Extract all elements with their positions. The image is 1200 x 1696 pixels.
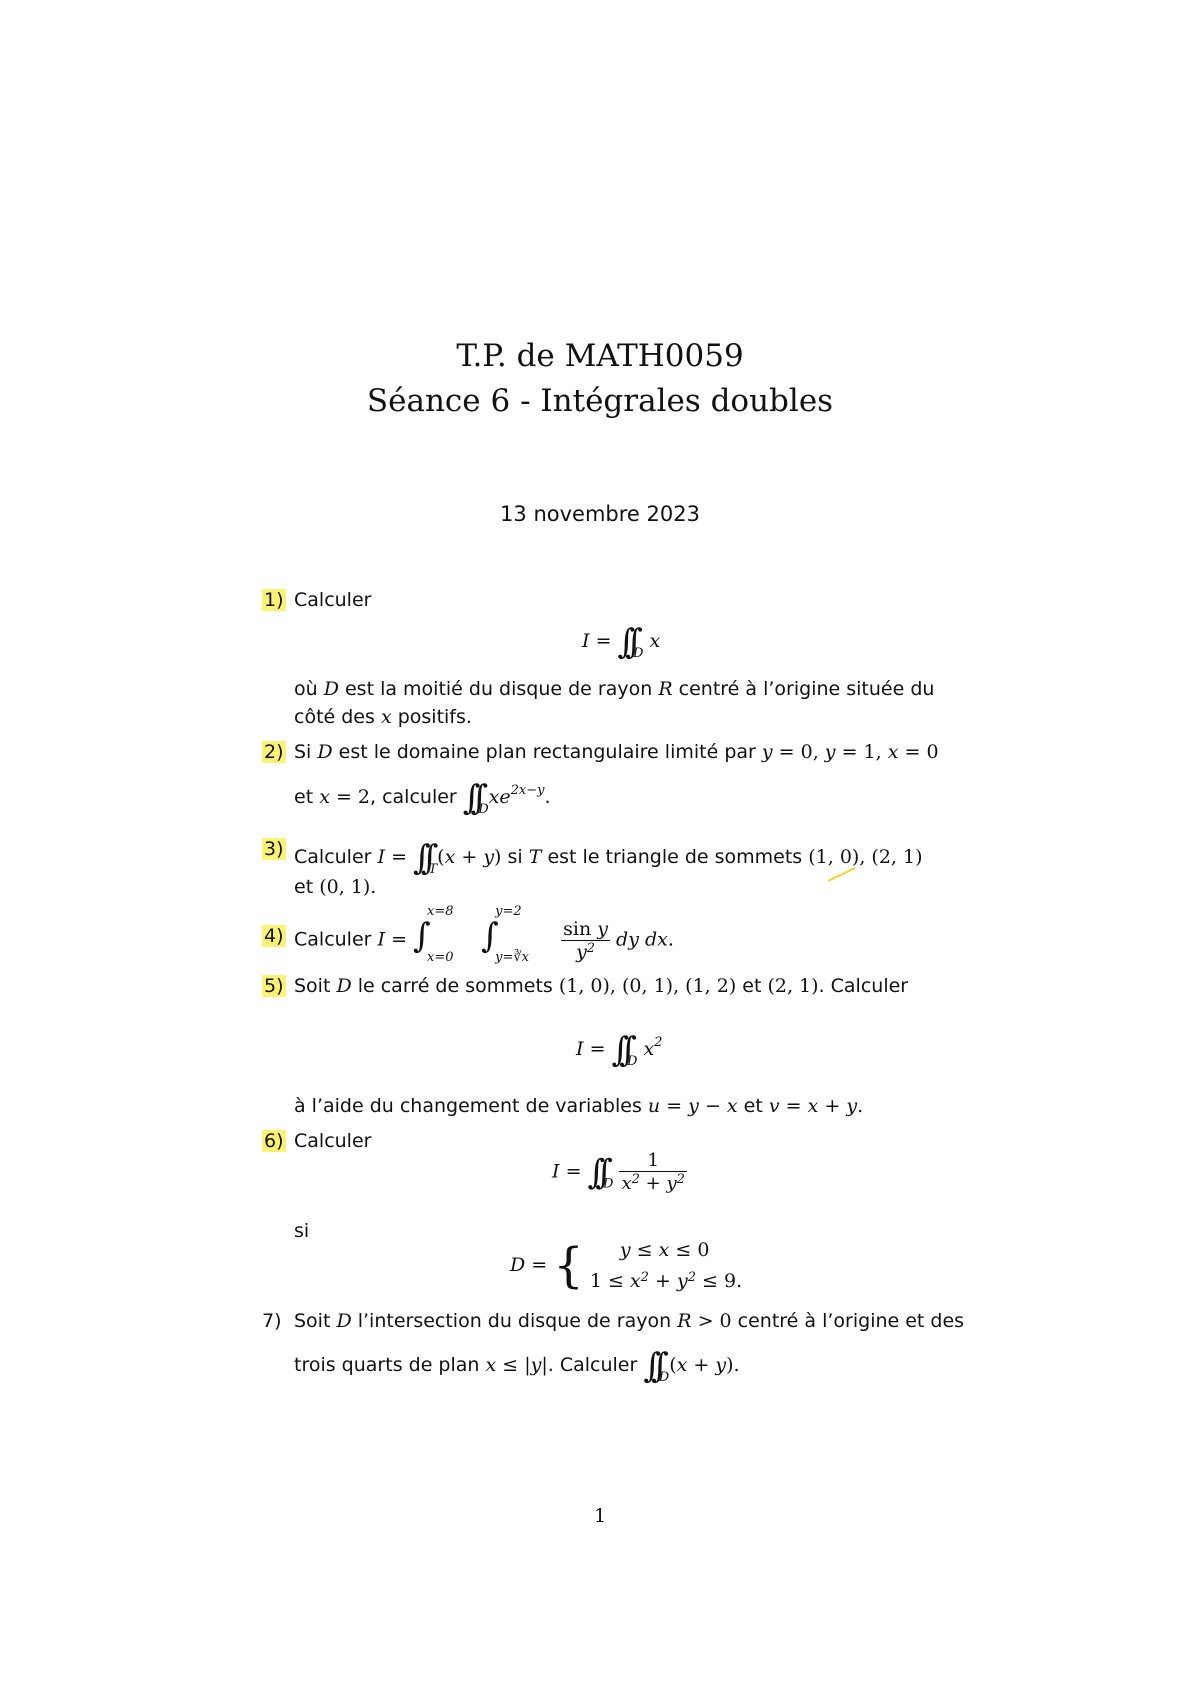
exercise-7-line-2: trois quarts de plan x ≤ |y|. Calculer $\int\int_D(x + y)$. [294,1346,740,1386]
highlighter-mark [826,864,858,884]
exercise-6-domain: D = { y ≤ x ≤ 0 $1 \le x^2 + y^2 \le 9$. [510,1237,743,1294]
exercise-number-5: 5) [264,975,284,997]
exercise-5-line-1: Soit D le carré de sommets (1, 0), (0, 1), (1, 2) et (2, 1). Calculer [294,975,909,997]
exercise-2-line-2: et x = 2, calculer $\int\int_Dxe^{2x-y}$. [294,778,551,818]
exercise-2-line-1: Si D est le domaine plan rectangulaire limité par y = 0, y = 1, x = 0 [294,741,939,763]
exercise-5-line-2: à l’aide du changement de variables u = y − x et v = x + y. [294,1095,864,1117]
exercise-number-7: 7) [262,1310,282,1332]
exercise-5-formula: $I = \int\int_D$ $x^2$ [576,1030,663,1070]
doc-date: 13 novembre 2023 [500,502,700,526]
exercise-6-si: si [294,1220,310,1242]
doc-title: T.P. de MATH0059 [456,338,744,374]
exercise-1-intro: Calculer [294,589,372,611]
page-number: 1 [593,1505,607,1527]
exercise-number-1: 1) [264,589,284,611]
exercise-6-intro: Calculer [294,1130,372,1152]
exercise-3-line-2: et (0, 1). [294,876,377,898]
exercise-number-3: 3) [264,838,284,860]
exercise-7-line-1: Soit D l’intersection du disque de rayon R > 0 centré à l’origine et des [294,1310,965,1332]
exercise-number-2: 2) [264,741,284,763]
doc-subtitle: Séance 6 - Intégrales doubles [366,383,834,419]
exercise-6-formula: $I = \int\int_D$ $\frac{1}{x^2 + y^2}$ [552,1150,685,1194]
exercise-4-formula: Calculer I = ∫ x=8 x=0 ∫ y=2 y=∛x $\frac{\text{sin y}}{y^2}$ dy dx. [294,904,674,965]
exercise-number-6: 6) [264,1130,284,1152]
exercise-1-formula: $I = \int\int_D$ x [582,622,661,662]
exercise-1-condition: où D est la moitié du disque de rayon R centré à l’origine située du [294,678,935,700]
exercise-1-condition-2: côté des x positifs. [294,706,472,728]
exercise-3-line-1: Calculer $I = \int\int_T(x + y)$ si T est le triangle de sommets (1, 0), (2, 1) [294,838,923,878]
exercise-number-4: 4) [264,925,284,947]
